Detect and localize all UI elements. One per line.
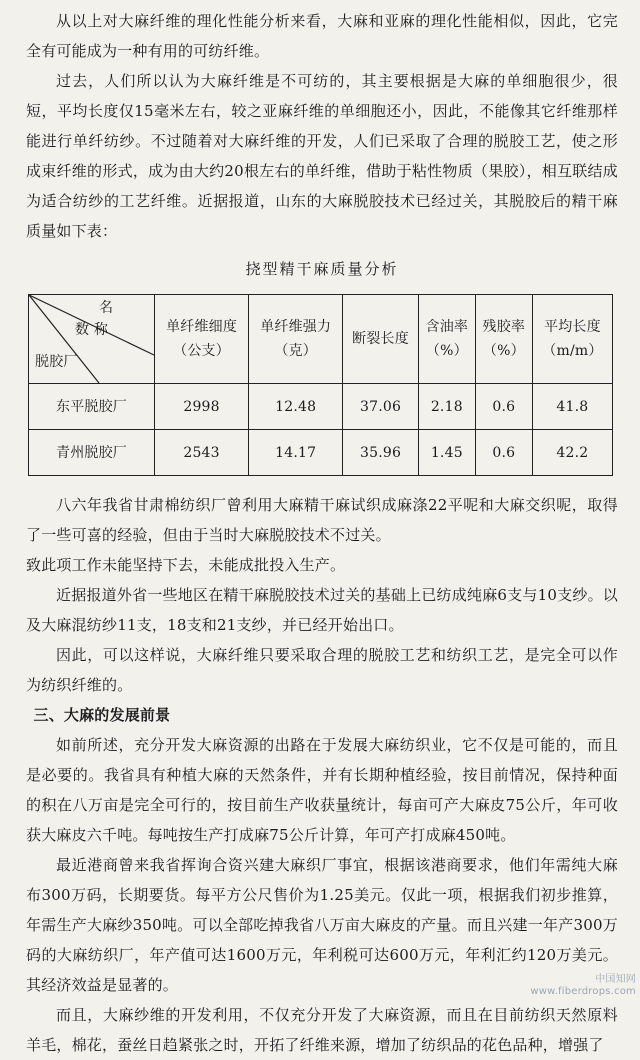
- table-cell: 0.6: [475, 384, 532, 430]
- column-header-oil-content: 含油率 （%）: [418, 295, 475, 384]
- watermark: 中国知网 www.fiberdrops.com: [530, 974, 636, 997]
- paragraph-prospects-2: 最近港商曾来我省挥询合资兴建大麻织厂事宜，根据该港商要求，他们年需纯大麻布300万码，长期要货。每平方公尺售价为1.25美元。仅此一项，根据我们初步推算，年需生产大麻纱350吨。可以全部吃掉我省八万亩大麻皮的产量。而且兴建一年产300万码的大麻纺织厂，年产值可达1600万元，年利税可达600万元，年利汇约120万美元。其经济效益是显著的。: [26, 856, 618, 994]
- paragraph-trial-weaving: 八六年我省甘肃棉纺织厂曾利用大麻精干麻试织成麻涤22平呢和大麻交织呢，取得了一些可喜的经验，但由于当时大麻脱胶技术不过关。: [26, 496, 618, 544]
- table-cell: 35.96: [343, 430, 419, 476]
- row-label: 青州脱胶厂: [29, 430, 155, 476]
- corner-label-top: 名: [99, 300, 114, 316]
- table-cell: 0.6: [475, 430, 532, 476]
- table-row: [29, 384, 613, 430]
- paragraph-prospects-3: 而且，大麻纱维的开发利用，不仅充分开发了大麻资源，而且在目前纺织天然原料羊毛，棉花，蚕丝日趋紧张之时，开拓了纤维来源，增加了纺织品的花色品种，增强了: [26, 1006, 618, 1054]
- column-header-fineness: 单纤维细度 （公支）: [155, 295, 249, 384]
- row-label: 东平脱胶厂: [29, 384, 155, 430]
- corner-label-left: 脱胶厂: [35, 354, 78, 370]
- table-cell: 41.8: [532, 384, 612, 430]
- table-cell: 2543: [155, 430, 249, 476]
- table-cell: 42.2: [532, 430, 612, 476]
- paragraph-trial-result: 致此项工作未能坚持下去，未能成批投入生产。: [26, 556, 346, 574]
- quality-table: [28, 294, 613, 476]
- column-header-breaking-length: 断裂长度: [343, 295, 419, 384]
- paragraph-intro-1: 从以上对大麻纤维的理化性能分析来看，大麻和亚麻的理化性能相似，因此，它完全有可能成为一种有用的可纺纤维。: [26, 12, 618, 60]
- table-title: 挠型精干麻质量分析: [245, 260, 399, 278]
- paragraph-prospects-1: 如前所述，充分开发大麻资源的出路在于发展大麻纺织业，它不仅是可能的，而且是必要的。我省具有种植大麻的天然条件，并有长期种植经验，按目前情况，保持种面的积在八万亩是完全可行的，按目前生产收获量统计，每亩可产大麻皮75公斤，年可收获大麻皮六千吨。每吨按生产打成麻75公斤计算，年可产打成麻450吨。: [26, 736, 618, 844]
- table-row: [29, 430, 613, 476]
- table-cell: 1.45: [418, 430, 475, 476]
- table-cell: 2998: [155, 384, 249, 430]
- table-corner-cell: [29, 295, 155, 384]
- column-header-strength: 单纤维强力 （克）: [249, 295, 343, 384]
- table-header-row: [29, 295, 613, 384]
- column-header-residual-gum: 残胶率 （%）: [475, 295, 532, 384]
- paragraph-conclusion: 因此，可以这样说，大麻纤维只要采取合理的脱胶工艺和纺织工艺，是完全可以作为纺织纤维的。: [26, 646, 618, 694]
- corner-label-middle: 数 称: [75, 322, 109, 338]
- table-cell: 14.17: [249, 430, 343, 476]
- paragraph-other-regions: 近据报道外省一些地区在精干麻脱胶技术过关的基础上已纺成纯麻6支与10支纱。以及大麻混纺纱11支，18支和21支纱，并已经开始出口。: [26, 586, 618, 634]
- table-cell: 37.06: [343, 384, 419, 430]
- table-cell: 2.18: [418, 384, 475, 430]
- table-cell: 12.48: [249, 384, 343, 430]
- paragraph-intro-2: 过去，人们所以认为大麻纤维是不可纺的，其主要根据是大麻的单细胞很少，很短，平均长度仅15毫米左右，较之亚麻纤维的单细胞还小，因此，不能像其它纤维那样能进行单纤纺纱。不过随着对大麻纤维的开发，人们已采取了合理的脱胶工艺，使之形成束纤维的形式，成为由大约20根左右的单纤维，借助于粘性物质（果胶），相互联结成为适合纺纱的工艺纤维。近据报道，山东的大麻脱胶技术已经过关，其脱胶后的精干麻质量如下表：: [26, 72, 618, 240]
- section-heading: 三、大麻的发展前景: [33, 706, 171, 724]
- column-header-average-length: 平均长度 （m/m）: [532, 295, 612, 384]
